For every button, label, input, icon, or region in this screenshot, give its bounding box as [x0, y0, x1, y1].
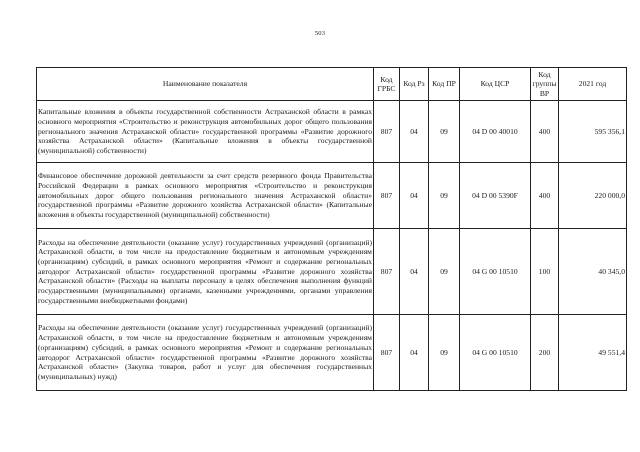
table-row: [37, 229, 627, 315]
header-grbs: Код ГРБС: [374, 68, 400, 101]
row-pr: 09: [429, 229, 460, 315]
row-rz: 04: [400, 315, 429, 391]
row-name: Финансовое обеспечение дорожной деятельности за счет средств резервного фонда Правительства Российской Федерации в рамках основного мероприятия «Строительство и реконструкция автомобильных дорог общего пользования регионального значения Астраханской области» государственной программы «Развитие дорожного хозяйства Астраханской области» (Капитальные вложения в объекты государственной (муниципальной) собственности): [37, 163, 374, 229]
header-name: Наименование показателя: [37, 68, 374, 101]
row-rz: 04: [400, 163, 429, 229]
row-amount: 220 000,0: [559, 163, 627, 229]
table-row: [37, 101, 627, 163]
row-csr: 04 G 00 10510: [460, 315, 531, 391]
row-grbs: 807: [374, 101, 400, 163]
row-grbs: 807: [374, 163, 400, 229]
row-rz: 04: [400, 229, 429, 315]
table-row: [37, 315, 627, 391]
row-vr: 400: [531, 163, 559, 229]
row-csr: 04 D 00 40010: [460, 101, 531, 163]
row-amount: 49 551,4: [559, 315, 627, 391]
table-header-row: [37, 68, 627, 101]
header-year: 2021 год: [559, 68, 627, 101]
row-pr: 09: [429, 101, 460, 163]
row-name: Расходы на обеспечение деятельности (оказание услуг) государственных учреждений (организаций) Астраханской области, в том числе на предоставление бюджетным и автономным учреждениям (организациям) субсидий, в рамках основного мероприятия «Ремонт и содержание региональных автодорог Астраханской области» государственной программы «Развитие дорожного хозяйства Астраханской области» (Закупка товаров, работ и услуг для обеспечения государственных (муниципальных) нужд): [37, 315, 374, 391]
row-csr: 04 G 00 10510: [460, 229, 531, 315]
table-row: [37, 163, 627, 229]
row-vr: 400: [531, 101, 559, 163]
row-amount: 595 356,1: [559, 101, 627, 163]
row-name: Расходы на обеспечение деятельности (оказание услуг) государственных учреждений (организаций) Астраханской области, в том числе на предоставление бюджетным и автономным учреждениям (организациям) субсидий, в рамках основного мероприятия «Ремонт и содержание региональных автодорог Астраханской области» государственной программы «Развитие дорожного хозяйства Астраханской области» (Расходы на выплаты персоналу в целях обеспечения выполнения функций государственными (муниципальными) органами, казенными учреждениями, органами управления государственными внебюджетными фондами): [37, 229, 374, 315]
header-csr: Код ЦСР: [460, 68, 531, 101]
row-name: Капитальные вложения в объекты государственной собственности Астраханской области в рамках основного мероприятия «Строительство и реконструкция автомобильных дорог общего пользования регионального значения Астраханской области» государственной программы «Развитие дорожного хозяйства Астраханской области» (Капитальные вложения в объекты государственной (муниципальной) собственности): [37, 101, 374, 163]
row-vr: 100: [531, 229, 559, 315]
row-grbs: 807: [374, 229, 400, 315]
row-csr: 04 D 00 5390F: [460, 163, 531, 229]
header-pr: Код ПР: [429, 68, 460, 101]
row-pr: 09: [429, 315, 460, 391]
row-pr: 09: [429, 163, 460, 229]
budget-table: [36, 67, 627, 391]
header-rz: Код Рз: [400, 68, 429, 101]
row-amount: 40 345,0: [559, 229, 627, 315]
row-rz: 04: [400, 101, 429, 163]
header-vr: Код группы ВР: [531, 68, 559, 101]
row-grbs: 807: [374, 315, 400, 391]
row-vr: 200: [531, 315, 559, 391]
page-number: 503: [314, 30, 326, 37]
